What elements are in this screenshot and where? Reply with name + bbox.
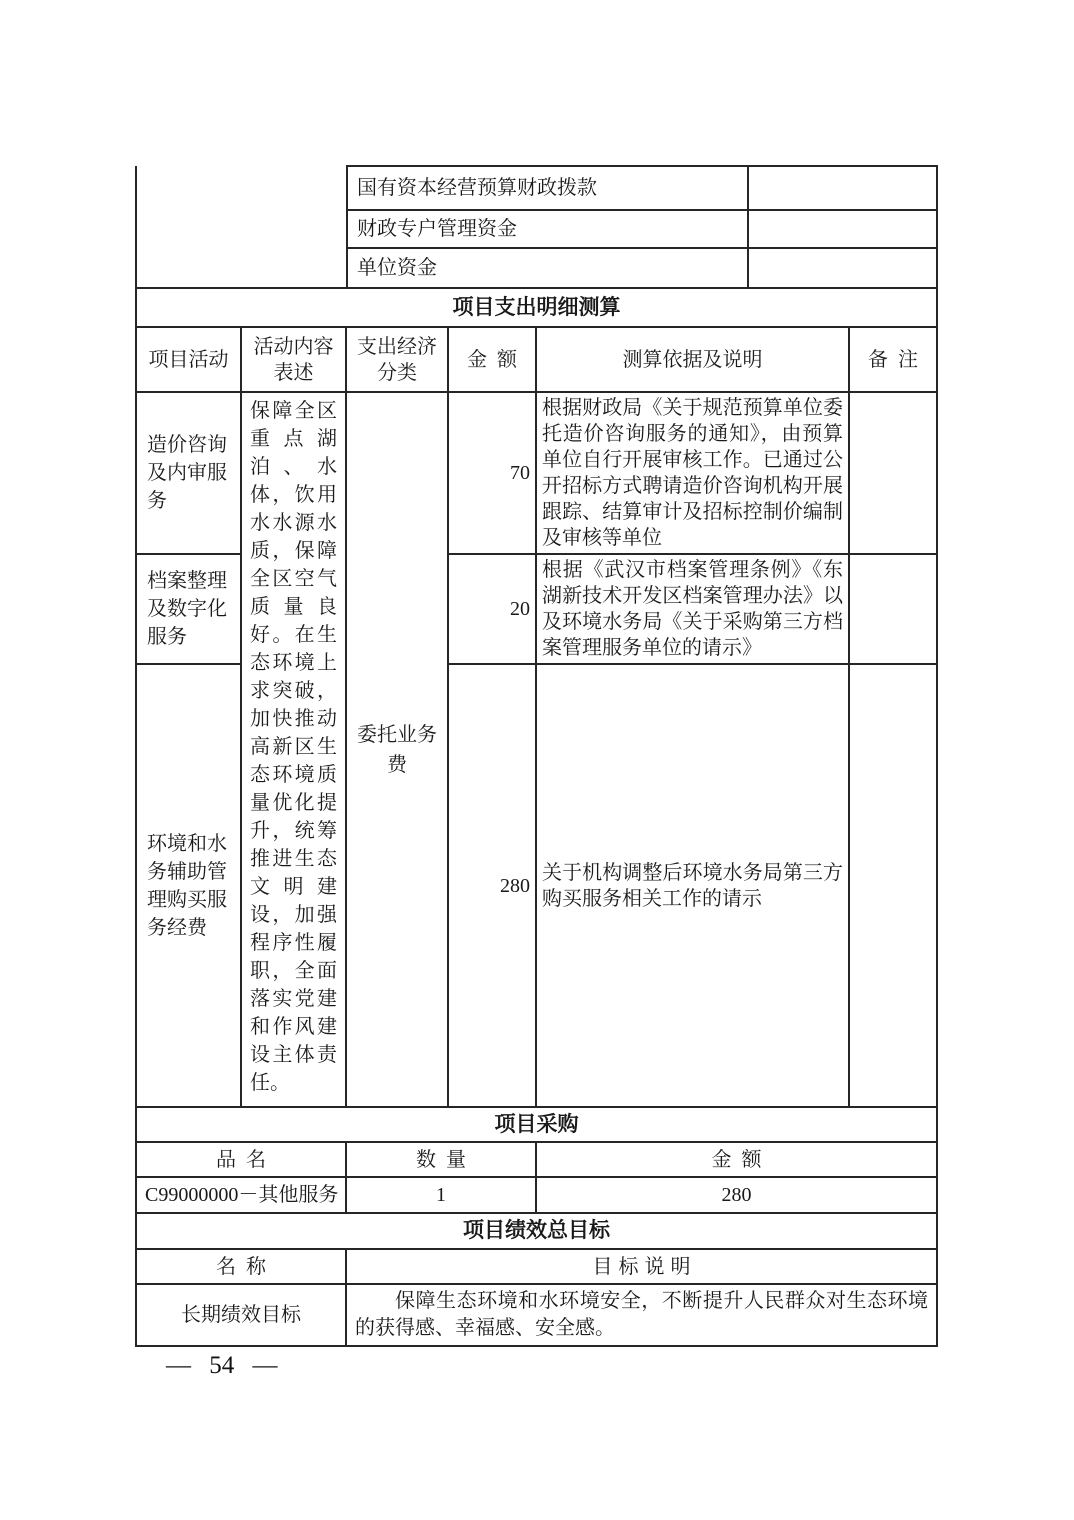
header-project-activity: 项目活动: [136, 327, 241, 392]
header-amount: 金额: [448, 327, 536, 392]
funding-left-empty-cell: [136, 166, 347, 287]
page-number: — 54 —: [166, 1352, 278, 1379]
goal-description: 保障生态环境和水环境安全，不断提升人民群众对生态环境的获得感、幸福感、安全感。: [346, 1284, 937, 1346]
activity-name: 造价咨询及内审服务: [136, 392, 241, 554]
calculation-basis: 关于机构调整后环境水务局第三方购买服务相关工作的请示: [536, 664, 849, 1107]
calculation-basis: 根据财政局《关于规范预算单位委托造价咨询服务的通知》，由预算单位自行开展审核工作。已通过公开招标方式聘请造价咨询机构开展跟踪、结算审计及招标控制价编制及审核等单位: [536, 392, 849, 554]
funding-source-table: [135, 165, 938, 287]
header-goal-description: 目标说明: [346, 1249, 937, 1284]
header-activity-description: 活动内容表述: [241, 327, 346, 392]
goal-name: 长期绩效目标: [136, 1284, 346, 1346]
amount-value: 70: [448, 392, 536, 554]
detail-header-row: [136, 327, 937, 392]
header-goal-name: 名称: [136, 1249, 346, 1284]
funding-source-label: 单位资金: [347, 248, 748, 287]
funding-source-value: [748, 248, 937, 287]
header-expense-category: 支出经济分类: [346, 327, 448, 392]
expense-category-cell: 委托业务费: [346, 392, 448, 1107]
procurement-row: [136, 1177, 937, 1213]
funding-source-label: 财政专户管理资金: [347, 210, 748, 248]
section-title-expenditure-detail: 项目支出明细测算: [136, 288, 937, 327]
funding-source-value: [748, 166, 937, 210]
activity-name: 环境和水务辅助管理购买服务经费: [136, 664, 241, 1107]
remark-cell: [849, 554, 937, 664]
expenditure-detail-table: [135, 287, 938, 1347]
activity-description-cell: 保障全区重点湖泊、水体，饮用水水源水质，保障全区空气质量良好。在生态环境上求突破，加快推动高新区生态环境质量优化提升，统筹推进生态文明建设，加强程序性履职，全面落实党建和作风建设主体责任。: [241, 392, 346, 1107]
funding-source-value: [748, 210, 937, 248]
procurement-header-row: [136, 1142, 937, 1177]
remark-cell: [849, 392, 937, 554]
procurement-amount: 280: [536, 1177, 937, 1213]
activity-name: 档案整理及数字化服务: [136, 554, 241, 664]
performance-row: [136, 1284, 937, 1346]
header-procurement-amount: 金额: [536, 1142, 937, 1177]
procurement-quantity: 1: [346, 1177, 536, 1213]
detail-row-cost-consulting: [136, 392, 937, 554]
amount-value: 20: [448, 554, 536, 664]
performance-header-row: [136, 1249, 937, 1284]
amount-value: 280: [448, 664, 536, 1107]
section-title-performance-goal: 项目绩效总目标: [136, 1213, 937, 1249]
procurement-item-name: C99000000－其他服务: [136, 1177, 346, 1213]
remark-cell: [849, 664, 937, 1107]
funding-source-label: 国有资本经营预算财政拨款: [347, 166, 748, 210]
header-quantity: 数量: [346, 1142, 536, 1177]
budget-document-sheet: [135, 165, 936, 1347]
header-remark: 备注: [849, 327, 937, 392]
header-item-name: 品名: [136, 1142, 346, 1177]
funding-row: [136, 166, 937, 210]
calculation-basis: 根据《武汉市档案管理条例》《东湖新技术开发区档案管理办法》以及环境水务局《关于采购第三方档案管理服务单位的请示》: [536, 554, 849, 664]
section-title-procurement: 项目采购: [136, 1107, 937, 1142]
header-calculation-basis: 测算依据及说明: [536, 327, 849, 392]
